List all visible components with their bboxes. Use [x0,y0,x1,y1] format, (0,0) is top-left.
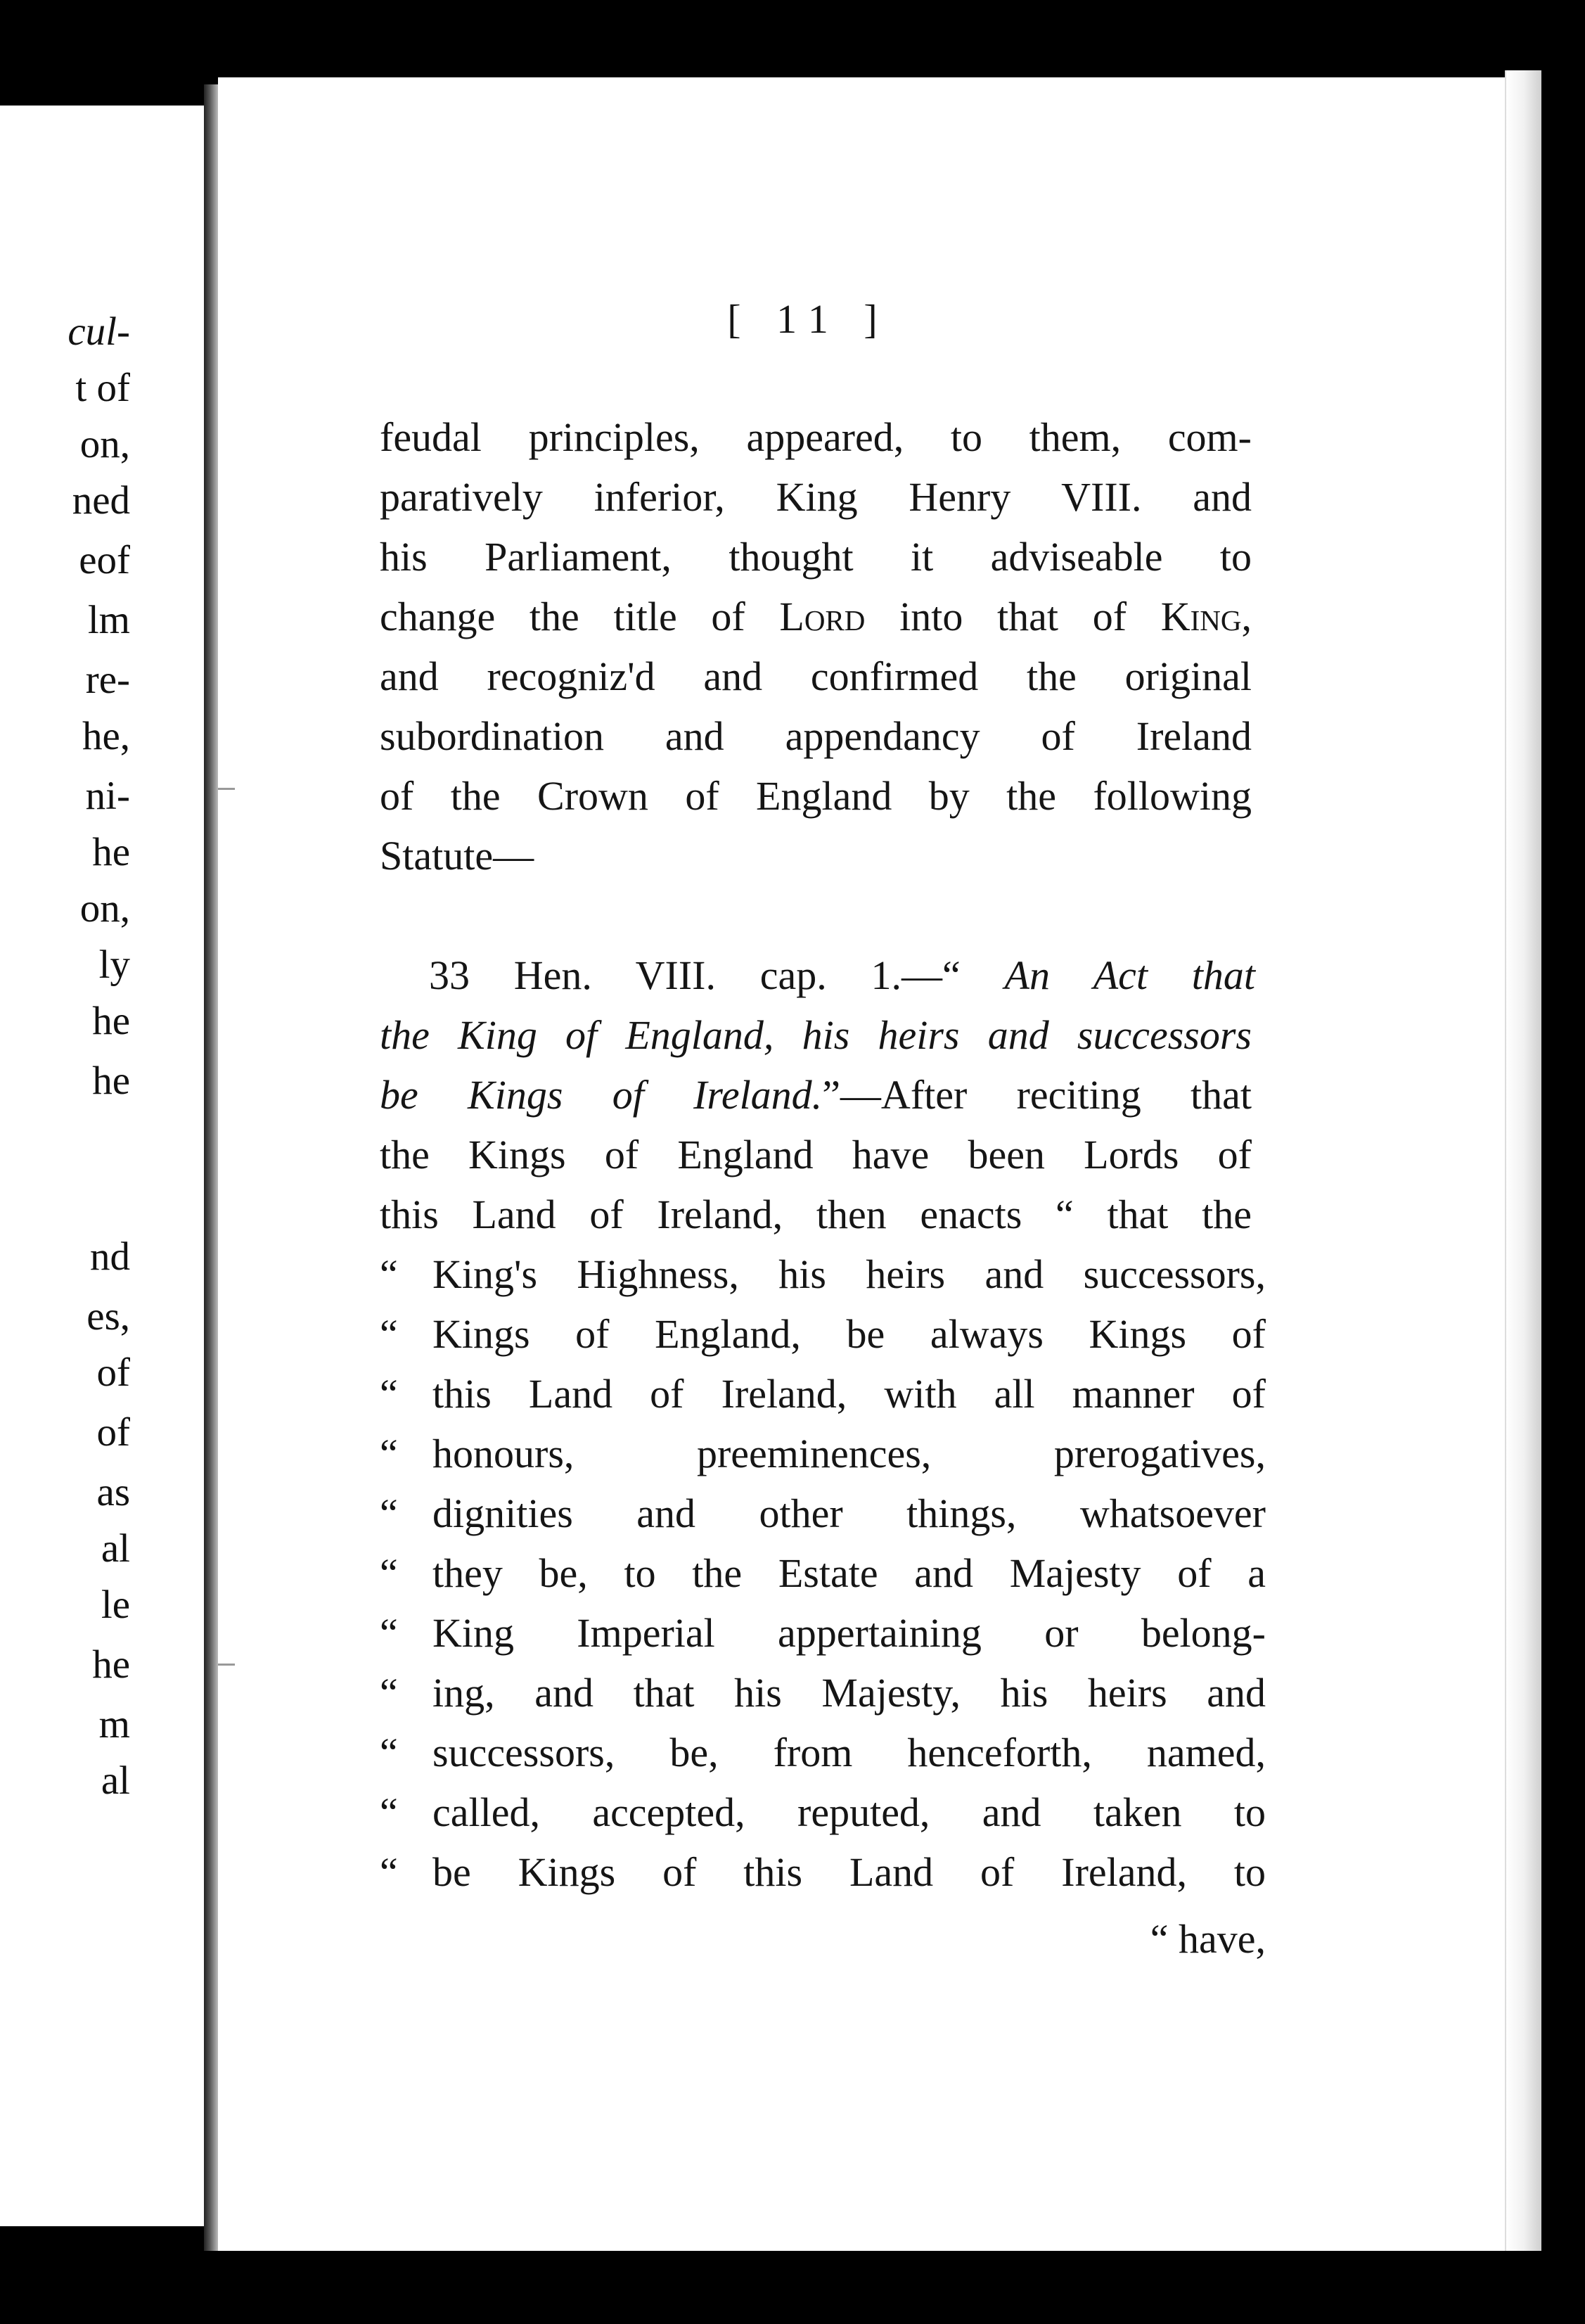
quoted-line-text: dignities and other things, whatsoever [432,1490,1266,1536]
previous-page-line-end: he, [82,714,130,758]
text-run-king: King, [1160,594,1252,639]
quoted-line [380,1843,1266,1902]
previous-page-line-end: he [92,999,130,1043]
quotation-mark: “ [380,1730,398,1775]
quoted-line-text: they be, to the Estate and Majesty of a [432,1550,1266,1596]
quoted-line-text: honours, preeminences, prerogatives, [432,1431,1266,1476]
quotation-mark: “ [380,1251,398,1297]
previous-page-line-end: on, [79,422,130,466]
previous-page-line-end: he [92,1059,130,1103]
text-run: into that of [899,594,1127,639]
statute-line: this Land of Ireland, then enacts “ that the [380,1192,1252,1237]
quotation-mark: “ [380,1789,398,1835]
previous-page-line-end: m [98,1702,130,1747]
previous-page-line-end: eof [79,538,130,582]
quotation-mark: “ [380,1610,398,1656]
quoted-line [380,1484,1266,1543]
previous-page-line-end: of [96,1351,130,1395]
page-number: [ 11 ] [727,296,890,342]
previous-page-line-end: of [96,1410,130,1455]
paragraph-line [380,587,1252,646]
page-edge [1505,70,1541,2251]
quotation-mark: “ [380,1670,398,1716]
previous-page-line-end: nd [90,1234,130,1279]
previous-page-line-end: lm [87,598,130,642]
quoted-line-text: successors, be, from henceforth, named, [432,1730,1266,1775]
quotation-mark: “ [380,1849,398,1895]
text-run: ”—After reciting that [822,1072,1252,1118]
previous-page-line-end: le [101,1583,130,1627]
quoted-line-text: called, accepted, reputed, and taken to [432,1789,1266,1835]
previous-page-line-end: on, [79,886,130,931]
quoted-line [380,1245,1266,1304]
quoted-line-text: be Kings of this Land of Ireland, to [432,1849,1266,1895]
book-gutter [204,84,218,2251]
text-run-lord: Lord [779,594,866,639]
quoted-line-text: King Imperial appertaining or belong- [432,1610,1266,1656]
quoted-line-text: ing, and that his Majesty, his heirs and [432,1670,1266,1716]
quoted-line-text: Kings of England, be always Kings of [432,1311,1266,1357]
previous-page-line-end: ni- [85,774,130,818]
paragraph-line: and recogniz'd and confirmed the original [380,653,1252,699]
previous-page-fragment [0,106,204,2226]
previous-page-line-end: as [96,1470,130,1514]
quoted-line [380,1664,1266,1723]
catchword: “ have, [1150,1916,1266,1962]
quotation-mark: “ [380,1431,398,1476]
paragraph-line: subordination and appendancy of Ireland [380,713,1252,759]
previous-page-line-end: he [92,830,130,874]
quotation-mark: “ [380,1490,398,1536]
text-run: change the title of [380,594,745,639]
paragraph-line: Statute— [380,833,534,879]
quoted-line-text: this Land of Ireland, with all manner of [432,1371,1266,1417]
previous-page-line-end: ned [72,478,130,523]
quotation-mark: “ [380,1311,398,1357]
previous-page-line-end: he [92,1642,130,1687]
quoted-line [380,1365,1266,1424]
previous-page-line-end: ly [98,943,130,987]
paragraph-line: feudal principles, appeared, to them, com- [380,414,1252,460]
previous-page-line-end: al [101,1526,130,1571]
previous-page-line-end: t of [75,366,130,410]
quoted-line [380,1783,1266,1842]
statute-title-end: be Kings of Ireland. [380,1072,823,1118]
statute-title: An Act that [1004,952,1256,998]
quoted-line [380,1604,1266,1663]
quoted-line [380,1424,1266,1483]
previous-page-line-end: es, [86,1294,130,1339]
statute-line [380,1066,1252,1125]
previous-page-line-end: al [101,1758,130,1803]
previous-page-line-end: re- [85,658,130,702]
paragraph-line: of the Crown of England by the following [380,773,1252,819]
paragraph-line: paratively inferior, King Henry VIII. and [380,474,1252,520]
page [218,77,1526,2251]
quoted-line-text: King's Highness, his heirs and successors, [432,1251,1266,1297]
previous-page-line-end: cul- [68,309,130,354]
statute-line: the Kings of England have been Lords of [380,1132,1252,1177]
statute-heading-line [429,946,1255,1005]
quoted-line [380,1544,1266,1603]
margin-mark [218,1664,235,1666]
statute-title-line: the King of England, his heirs and successors [380,1012,1252,1058]
statute-citation: 33 Hen. VIII. cap. 1.—“ [429,952,961,998]
quotation-mark: “ [380,1550,398,1596]
quotation-mark: “ [380,1371,398,1417]
margin-mark [218,788,235,790]
paragraph-line: his Parliament, thought it adviseable to [380,534,1252,580]
quoted-line [380,1305,1266,1364]
quoted-line [380,1723,1266,1782]
